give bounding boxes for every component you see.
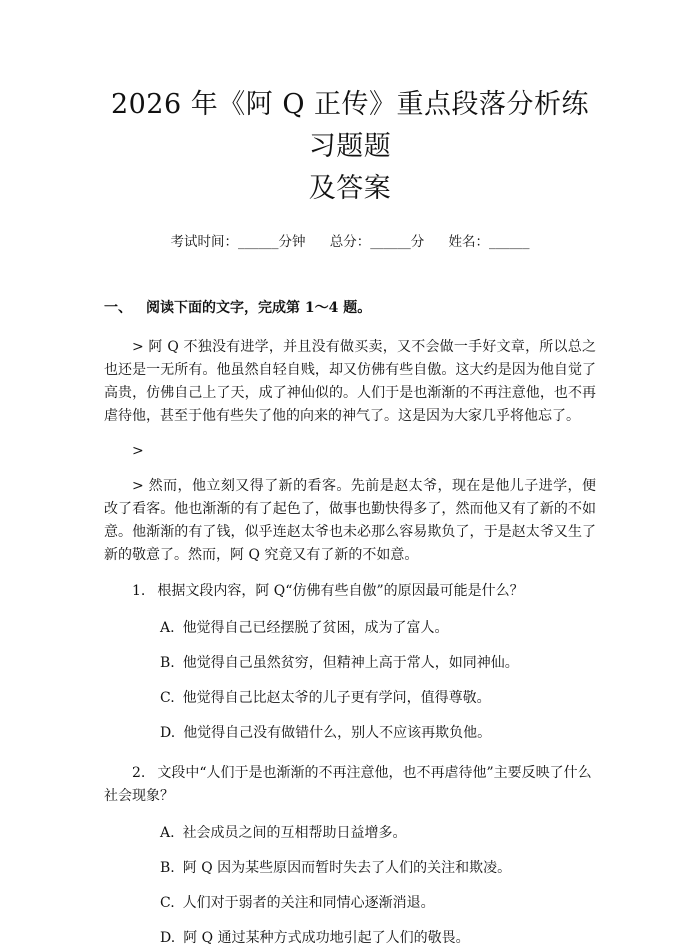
option-text: 阿 Q 因为某些原因而暂时失去了人们的关注和欺凌。 [182, 860, 512, 876]
section-heading [104, 298, 596, 318]
option-text: 他觉得自己比赵太爷的儿子更有学问，值得尊敬。 [182, 690, 491, 706]
exam-time: 考试时间：______分钟 [170, 234, 306, 250]
option-label: C. [160, 895, 175, 911]
section-text: 阅读下面的文字，完成第 1～4 题。 [146, 300, 372, 316]
option-text: 社会成员之间的互相帮助日益增多。 [182, 825, 407, 841]
passage-paragraph: > 然而，他立刻又得了新的看客。先前是赵太爷，现在是他儿子进学，便改了看客。他也渐渐的有了起色了，做事也勤快得多了，然而他又有了新的不如意。他渐渐的有了钱，似乎连赵太爷也未必那么容易欺负了，于是赵太爷又生了新的敬意了。然而，阿 Q 究竟又有了新的不如意。 [104, 478, 596, 563]
question-1 [104, 580, 596, 603]
option-label: A. [160, 620, 175, 636]
option-label: D. [160, 930, 176, 946]
option-text: 他觉得自己已经摆脱了贫困，成为了富人。 [182, 620, 449, 636]
option-label: B. [160, 860, 175, 876]
exam-meta [104, 232, 596, 252]
option-label: C. [160, 690, 175, 706]
option-text: 他觉得自己虽然贫穷，但精神上高于常人，如同神仙。 [182, 655, 519, 671]
option-1a [104, 618, 596, 638]
option-2d [104, 928, 596, 948]
option-label: D. [160, 725, 176, 741]
question-2 [104, 762, 596, 808]
passage-paragraph: > 阿 Q 不独没有进学，并且没有做买卖，又不会做一手好文章，所以总之也还是一无所有。他虽然自轻自贱，却又仿佛有些自傲。这大约是因为他自觉了高贵，仿佛自己上了天，成了神仙似的。人们于是也渐渐的不再注意他，也不再虐待他，甚至于他有些失了他的向来的神气了。这是因为大家几乎将他忘了。 [104, 339, 596, 424]
option-1c [104, 688, 596, 708]
student-name: 姓名：______ [448, 234, 530, 250]
option-label: A. [160, 825, 175, 841]
question-text: 文段中“人们于是也渐渐的不再注意他，也不再虐待他”主要反映了什么社会现象？ [104, 765, 592, 804]
page-title [104, 0, 596, 210]
option-label: B. [160, 655, 175, 671]
question-number: 1. [132, 583, 146, 599]
option-text: 他觉得自己没有做错什么，别人不应该再欺负他。 [183, 725, 492, 741]
option-text: 人们对于弱者的关注和同情心逐渐消退。 [182, 895, 435, 911]
question-text: 根据文段内容，阿 Q“仿佛有些自傲”的原因最可能是什么？ [157, 583, 524, 599]
option-2a [104, 823, 596, 843]
title-line-2: 及答案 [308, 173, 392, 204]
option-1b [104, 653, 596, 673]
option-1d [104, 723, 596, 743]
section-number: 一、 [104, 300, 132, 316]
option-2c [104, 893, 596, 913]
question-number: 2. [132, 765, 146, 781]
option-2b [104, 858, 596, 878]
option-text: 阿 Q 通过某种方式成功地引起了人们的敬畏。 [183, 930, 470, 946]
exam-score: 总分：______分 [329, 234, 425, 250]
title-line-1: 2026 年《阿 Q 正传》重点段落分析练习题题 [110, 89, 590, 162]
passage-paragraph: > [132, 443, 144, 459]
